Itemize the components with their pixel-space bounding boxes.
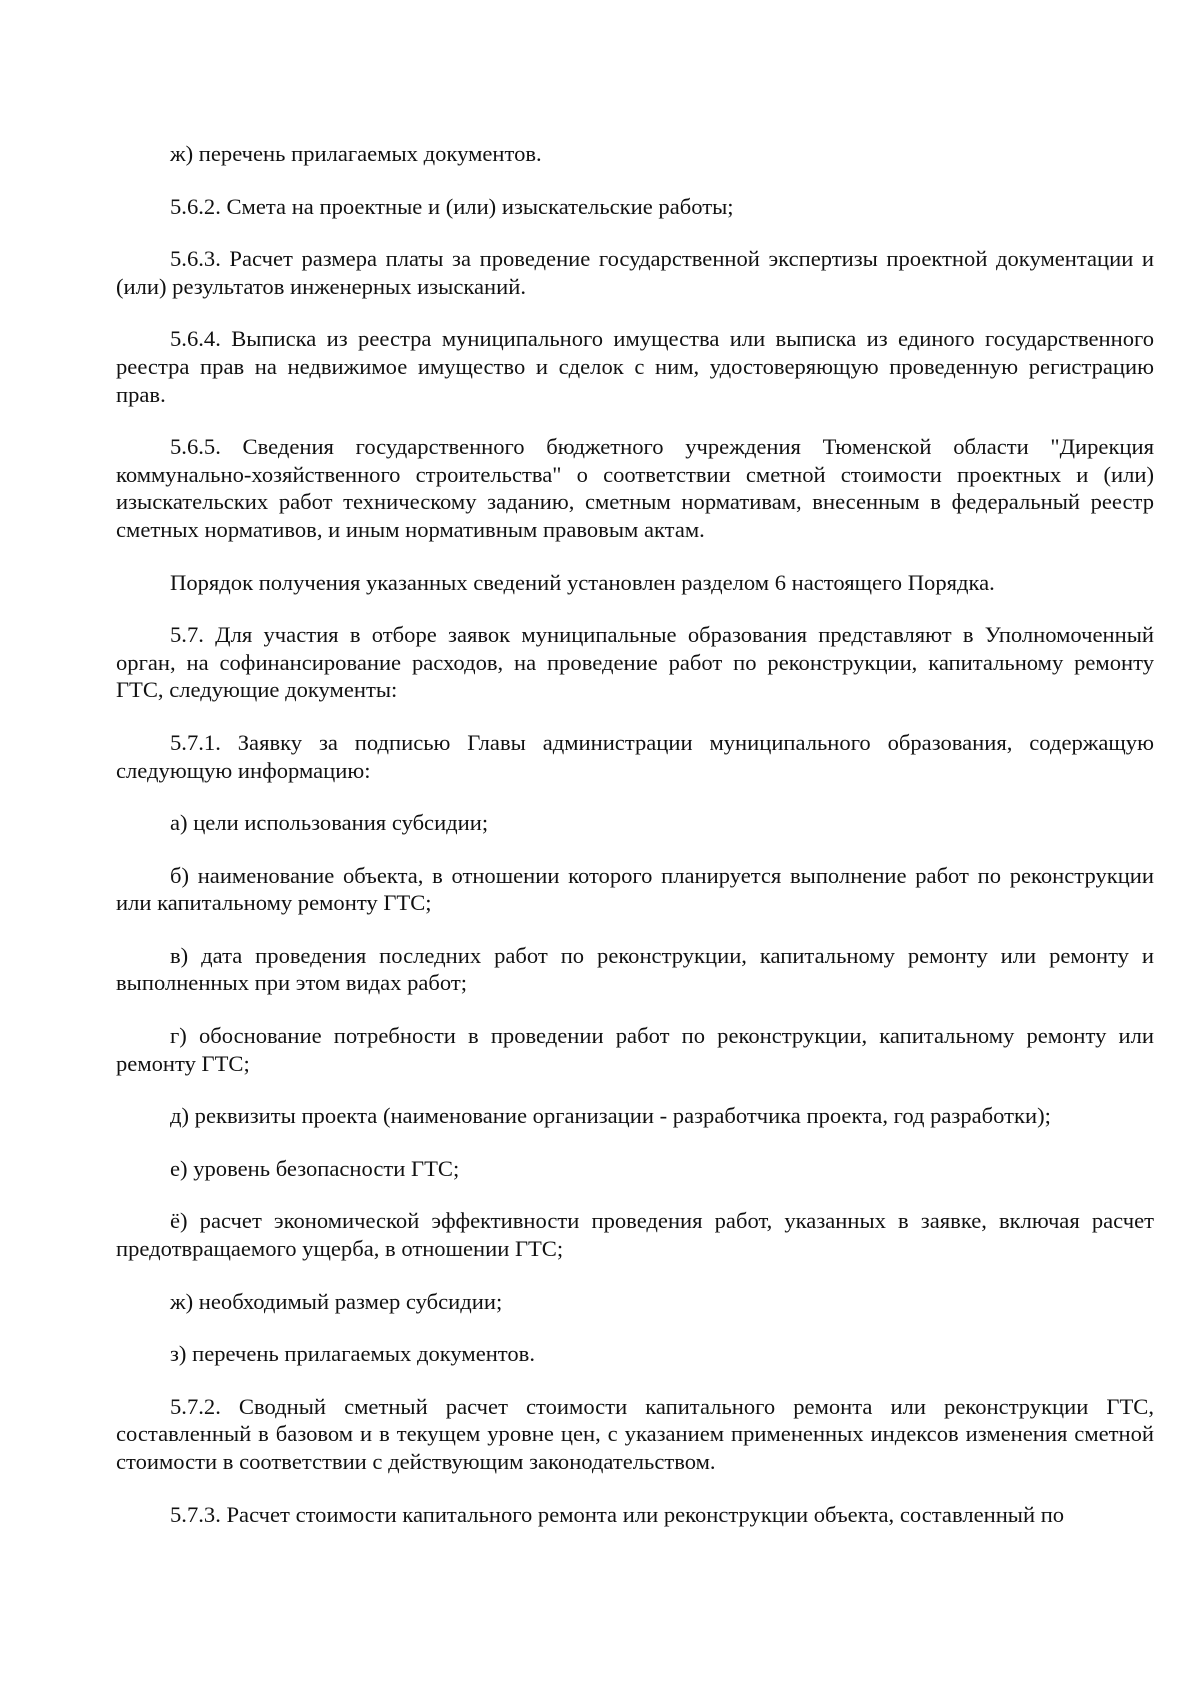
list-item-zh-subsidy: ж) необходимый размер субсидии;	[170, 1288, 503, 1314]
order-note: Порядок получения указанных сведений установлен разделом 6 настоящего Порядка.	[170, 569, 995, 595]
clause-5-7-1: 5.7.1. Заявку за подписью Главы администрации муниципального образования, содержащую следующую информацию:	[116, 729, 1154, 783]
list-item-d: д) реквизиты проекта (наименование организации - разработчика проекта, год разработки);	[170, 1103, 1051, 1129]
list-item-a: а) цели использования субсидии;	[170, 810, 489, 836]
clause-5-7-2: 5.7.2. Сводный сметный расчет стоимости капитального ремонта или реконструкции ГТС, составленный в базовом и в текущем уровне цен, с указанием примененных индексов изменения сметной стоимости в соответствии с действующим законодательством.	[116, 1393, 1154, 1474]
list-item-zh-documents: ж) перечень прилагаемых документов.	[170, 141, 542, 166]
list-item-e: е) уровень безопасности ГТС;	[170, 1155, 460, 1181]
clause-5-6-3: 5.6.3. Расчет размера платы за проведение государственной экспертизы проектной документации и (или) результатов инженерных изысканий.	[116, 246, 1154, 299]
list-item-b: б) наименование объекта, в отношении которого планируется выполнение работ по реконструкции или капитальному ремонту ГТС;	[116, 862, 1154, 916]
list-item-yo: ё) расчет экономической эффективности проведения работ, указанных в заявке, включая расчет предотвращаемого ущерба, в отношении ГТС;	[116, 1208, 1154, 1262]
list-item-z: з) перечень прилагаемых документов.	[170, 1341, 535, 1367]
list-item-g: г) обоснование потребности в проведении работ по реконструкции, капитальному ремонту или ремонту ГТС;	[116, 1023, 1154, 1076]
clause-5-7-3: 5.7.3. Расчет стоимости капитального ремонта или реконструкции объекта, составленный по	[170, 1501, 1065, 1527]
list-item-v: в) дата проведения последних работ по реконструкции, капитальному ремонту или ремонту и выполненных при этом видах работ;	[116, 942, 1154, 996]
clause-5-6-5: 5.6.5. Сведения государственного бюджетного учреждения Тюменской области "Дирекция коммунально-хозяйственного строительства" о соответствии сметной стоимости проектных и (или) изыскательских работ техническому заданию, сметным нормативам, внесенным в федеральный реестр сметных нормативов, и иным нормативным правовым актам.	[116, 434, 1154, 542]
document-page	[116, 140, 1154, 1553]
clause-5-6-2: 5.6.2. Смета на проектные и (или) изыскательские работы;	[170, 193, 734, 219]
clause-5-7: 5.7. Для участия в отборе заявок муниципальные образования представляют в Уполномоченный орган, на софинансирование расходов, на проведение работ по реконструкции, капитальному ремонту ГТС, следующие документы:	[116, 622, 1154, 703]
clause-5-6-4: 5.6.4. Выписка из реестра муниципального имущества или выписка из единого государственного реестра прав на недвижимое имущество и сделок с ним, удостоверяющую проведенную регистрацию прав.	[116, 326, 1154, 407]
